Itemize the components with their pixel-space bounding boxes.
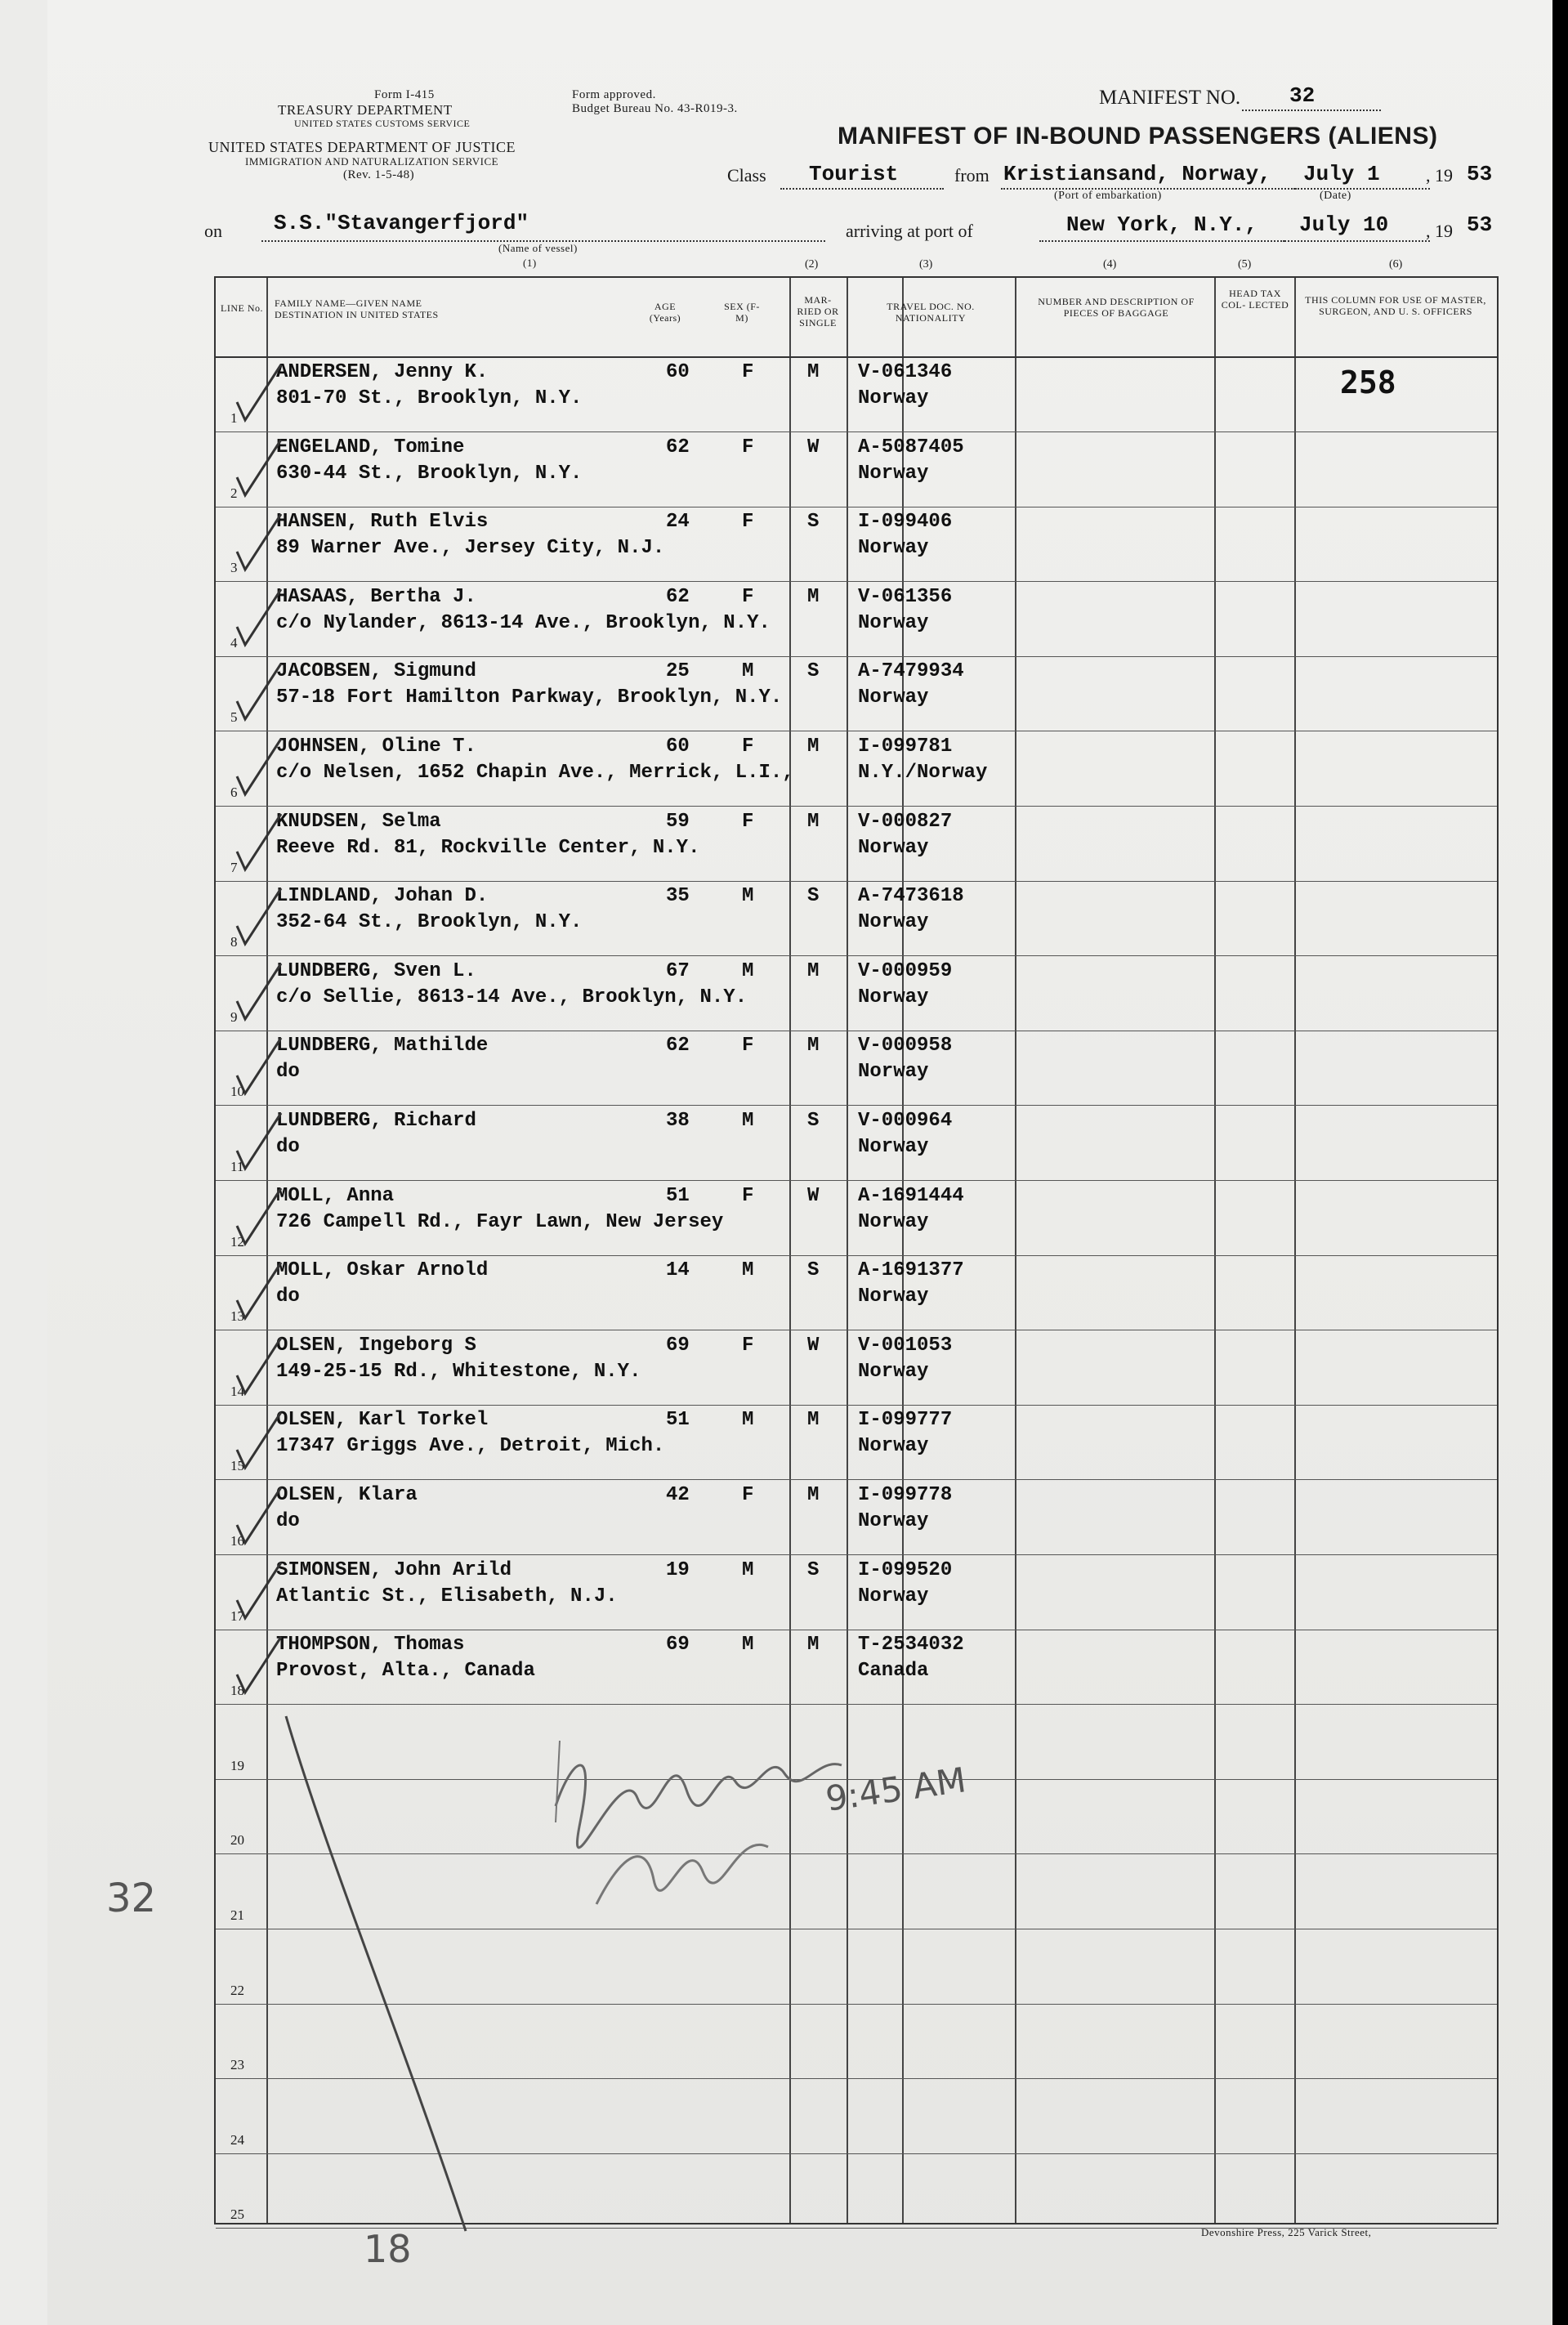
col-head-line-no: LINE No.: [221, 302, 263, 314]
printer-credit: Devonshire Press, 225 Varick Street,: [1201, 2226, 1372, 2238]
passenger-destination: do: [276, 1285, 300, 1308]
passenger-nationality: Norway: [858, 463, 929, 485]
check-mark-icon: [230, 1409, 288, 1474]
passenger-nationality: Norway: [858, 1136, 929, 1158]
passenger-age: 67: [666, 960, 690, 982]
passenger-age: 51: [666, 1409, 690, 1431]
passenger-sex: M: [742, 1110, 754, 1132]
table-row: [0, 879, 1568, 954]
official-note: 258: [1340, 364, 1396, 400]
passenger-name: OLSEN, Ingeborg S: [276, 1335, 476, 1357]
col-head-official: THIS COLUMN FOR USE OF MASTER, SURGEON, AND U. S. OFFICERS: [1305, 294, 1486, 317]
passenger-destination: c/o Nelsen, 1652 Chapin Ave., Merrick, L.I.,: [276, 762, 794, 784]
check-mark-icon: [230, 361, 288, 427]
time-handwriting: 9:45 AM: [823, 1759, 969, 1819]
row-line-number: 5: [230, 709, 238, 725]
table-row: [0, 954, 1568, 1029]
passenger-age: 62: [666, 1035, 690, 1057]
check-mark-icon: [230, 1335, 288, 1400]
row-line-number: 16: [230, 1533, 244, 1549]
passenger-destination: 17347 Griggs Ave., Detroit, Mich.: [276, 1435, 665, 1457]
passenger-marital-status: S: [807, 660, 820, 682]
table-row: [0, 1927, 1568, 2002]
passenger-name: ENGELAND, Tomine: [276, 436, 465, 458]
passenger-destination: 149-25-15 Rd., Whitestone, N.Y.: [276, 1361, 641, 1383]
passenger-age: 69: [666, 1335, 690, 1357]
passenger-destination: c/o Nylander, 8613-14 Ave., Brooklyn, N.Y.: [276, 612, 771, 634]
passenger-travel-doc: V-000827: [858, 811, 953, 833]
check-mark-icon: [230, 586, 288, 651]
vessel-name: S.S."Stavangerfjord": [274, 211, 529, 235]
row-line-number: 7: [230, 860, 238, 875]
form-revision: (Rev. 1-5-48): [343, 168, 415, 181]
passenger-travel-doc: T-2534032: [858, 1634, 964, 1656]
check-mark-icon: [230, 1185, 288, 1250]
margin-handwriting: 32: [106, 1876, 157, 1921]
passenger-name: LUNDBERG, Sven L.: [276, 960, 476, 982]
row-line-number: 11: [230, 1159, 244, 1174]
check-mark-icon: [230, 660, 288, 726]
year-prefix: , 19: [1426, 165, 1453, 186]
passenger-sex: F: [742, 361, 754, 383]
passenger-name: SIMONSEN, John Arild: [276, 1559, 512, 1581]
from-label: from: [954, 165, 989, 186]
arrival-port: New York, N.Y.,: [1066, 212, 1258, 237]
col-head-age: AGE (Years): [649, 301, 681, 324]
passenger-age: 69: [666, 1634, 690, 1656]
passenger-sex: M: [742, 1409, 754, 1431]
table-row: [0, 804, 1568, 879]
col-head-travel: TRAVEL DOC. NO. NATIONALITY: [887, 301, 975, 324]
passenger-travel-doc: I-099781: [858, 736, 953, 758]
col-num-4: (4): [1103, 258, 1117, 271]
passenger-destination: 352-64 St., Brooklyn, N.Y.: [276, 911, 583, 933]
passenger-age: 62: [666, 436, 690, 458]
row-line-number: 2: [230, 485, 238, 501]
passenger-name: LUNDBERG, Richard: [276, 1110, 476, 1132]
date-caption: (Date): [1320, 190, 1351, 202]
passenger-nationality: Norway: [858, 1211, 929, 1233]
col-head-head-tax: HEAD TAX COL- LECTED: [1221, 288, 1289, 311]
passenger-name: JOHNSEN, Oline T.: [276, 736, 476, 758]
passenger-travel-doc: A-5087405: [858, 436, 964, 458]
passenger-travel-doc: A-7479934: [858, 660, 964, 682]
row-line-number: 12: [230, 1234, 244, 1250]
check-mark-icon: [230, 436, 288, 502]
check-mark-icon: [230, 1484, 288, 1549]
passenger-destination: Provost, Alta., Canada: [276, 1660, 535, 1682]
col-head-name: FAMILY NAME—GIVEN NAME DESTINATION IN UNITED STATES: [275, 297, 439, 320]
table-row: [0, 2151, 1568, 2226]
row-line-number: 24: [230, 2132, 244, 2148]
row-line-number: 21: [230, 1907, 244, 1923]
manifest-number-label: MANIFEST NO.: [1099, 87, 1241, 109]
passenger-marital-status: S: [807, 1259, 820, 1281]
col-num-5: (5): [1238, 258, 1252, 271]
col-head-married: MAR- RIED OR SINGLE: [797, 294, 839, 329]
passenger-marital-status: M: [807, 736, 820, 758]
budget-bureau: Budget Bureau No. 43-R019-3.: [572, 102, 738, 115]
passenger-name: LINDLAND, Johan D.: [276, 885, 489, 907]
passenger-marital-status: M: [807, 361, 820, 383]
row-line-number: 20: [230, 1832, 244, 1848]
passenger-sex: F: [742, 1484, 754, 1506]
passenger-sex: M: [742, 885, 754, 907]
passenger-destination: 726 Campell Rd., Fayr Lawn, New Jersey: [276, 1211, 724, 1233]
row-line-number: 1: [230, 410, 238, 426]
passenger-marital-status: M: [807, 586, 820, 608]
passenger-age: 42: [666, 1484, 690, 1506]
diagonal-stroke: [278, 1708, 482, 2239]
passenger-age: 62: [666, 586, 690, 608]
passenger-sex: F: [742, 511, 754, 533]
passenger-marital-status: M: [807, 1409, 820, 1431]
passenger-destination: 630-44 St., Brooklyn, N.Y.: [276, 463, 583, 485]
passenger-sex: F: [742, 1035, 754, 1057]
check-mark-icon: [230, 1035, 288, 1100]
passenger-sex: M: [742, 1259, 754, 1281]
row-line-number: 6: [230, 785, 238, 800]
check-mark-icon: [230, 736, 288, 801]
passenger-age: 24: [666, 511, 690, 533]
check-mark-icon: [230, 1634, 288, 1699]
row-line-number: 9: [230, 1009, 238, 1025]
passenger-marital-status: M: [807, 1484, 820, 1506]
passenger-name: HASAAS, Bertha J.: [276, 586, 476, 608]
arrival-year: 53: [1467, 212, 1493, 237]
row-line-number: 3: [230, 560, 238, 575]
on-label: on: [204, 221, 222, 241]
check-mark-icon: [230, 1559, 288, 1625]
passenger-travel-doc: I-099777: [858, 1409, 953, 1431]
passenger-nationality: Norway: [858, 1285, 929, 1308]
table-row: [0, 1402, 1568, 1478]
passenger-sex: M: [742, 660, 754, 682]
passenger-nationality: Norway: [858, 686, 929, 709]
passenger-age: 59: [666, 811, 690, 833]
passenger-marital-status: S: [807, 1559, 820, 1581]
passenger-sex: F: [742, 586, 754, 608]
passenger-name: JACOBSEN, Sigmund: [276, 660, 476, 682]
customs-service: UNITED STATES CUSTOMS SERVICE: [294, 118, 471, 129]
passenger-sex: F: [742, 436, 754, 458]
table-row: [0, 1028, 1568, 1103]
passenger-nationality: Norway: [858, 911, 929, 933]
row-line-number: 22: [230, 1983, 244, 1998]
passenger-sex: M: [742, 960, 754, 982]
passenger-age: 60: [666, 736, 690, 758]
vessel-col-number: (1): [523, 257, 537, 269]
passenger-destination: Atlantic St., Elisabeth, N.J.: [276, 1585, 618, 1607]
table-row: [0, 504, 1568, 579]
passenger-age: 51: [666, 1185, 690, 1207]
passenger-name: THOMPSON, Thomas: [276, 1634, 465, 1656]
table-row: [0, 1627, 1568, 1702]
passenger-nationality: Norway: [858, 986, 929, 1008]
passenger-name: MOLL, Oskar Arnold: [276, 1259, 489, 1281]
passenger-nationality: Norway: [858, 612, 929, 634]
passenger-marital-status: S: [807, 885, 820, 907]
table-row: [0, 355, 1568, 430]
passenger-nationality: Norway: [858, 1585, 929, 1607]
manifest-title: MANIFEST OF IN-BOUND PASSENGERS (ALIENS): [838, 123, 1438, 150]
signature-scrawl: [523, 1708, 874, 1920]
passenger-age: 38: [666, 1110, 690, 1132]
passenger-sex: M: [742, 1634, 754, 1656]
passenger-age: 19: [666, 1559, 690, 1581]
passenger-sex: F: [742, 736, 754, 758]
passenger-age: 35: [666, 885, 690, 907]
class-label: Class: [727, 165, 766, 186]
passenger-name: ANDERSEN, Jenny K.: [276, 361, 489, 383]
passenger-marital-status: M: [807, 1634, 820, 1656]
form-number: Form I-415: [374, 88, 435, 101]
check-mark-icon: [230, 1110, 288, 1175]
row-line-number: 17: [230, 1608, 244, 1624]
col-num-2: (2): [805, 258, 819, 271]
passenger-destination: 57-18 Fort Hamilton Parkway, Brooklyn, N.Y.: [276, 686, 783, 709]
passenger-nationality: Canada: [858, 1660, 929, 1682]
form-approved: Form approved.: [572, 88, 656, 101]
check-mark-icon: [230, 811, 288, 876]
check-mark-icon: [230, 511, 288, 576]
passenger-destination: do: [276, 1136, 300, 1158]
passenger-travel-doc: V-001053: [858, 1335, 953, 1357]
passenger-marital-status: W: [807, 436, 820, 458]
row-line-number: 4: [230, 635, 238, 651]
port-caption: (Port of embarkation): [1054, 190, 1162, 202]
col-num-3: (3): [919, 258, 933, 271]
passenger-name: KNUDSEN, Selma: [276, 811, 441, 833]
table-row: [0, 1178, 1568, 1254]
row-line-number: 23: [230, 2057, 244, 2072]
passenger-nationality: Norway: [858, 1510, 929, 1532]
passenger-age: 14: [666, 1259, 690, 1281]
passenger-destination: 89 Warner Ave., Jersey City, N.J.: [276, 537, 665, 559]
passenger-name: MOLL, Anna: [276, 1185, 395, 1207]
passenger-marital-status: S: [807, 1110, 820, 1132]
departure-date: July 1: [1303, 162, 1380, 186]
justice-dept: UNITED STATES DEPARTMENT OF JUSTICE: [208, 139, 516, 155]
manifest-number: 32: [1289, 83, 1316, 108]
year-prefix-2: , 19: [1426, 221, 1453, 241]
passenger-marital-status: W: [807, 1185, 820, 1207]
check-mark-icon: [230, 885, 288, 950]
row-line-number: 13: [230, 1308, 244, 1324]
row-line-number: 14: [230, 1384, 244, 1399]
table-row: [0, 1103, 1568, 1178]
passenger-marital-status: M: [807, 1035, 820, 1057]
passenger-travel-doc: I-099778: [858, 1484, 953, 1506]
arrival-date: July 10: [1299, 212, 1389, 237]
table-row: [0, 2077, 1568, 2152]
table-row: [0, 579, 1568, 655]
table-row: [0, 1553, 1568, 1628]
passenger-travel-doc: V-000958: [858, 1035, 953, 1057]
row-line-number: 19: [230, 1758, 244, 1773]
passenger-sex: M: [742, 1559, 754, 1581]
row-line-number: 18: [230, 1683, 244, 1698]
passenger-name: LUNDBERG, Mathilde: [276, 1035, 489, 1057]
arriving-label: arriving at port of: [846, 221, 973, 241]
treasury-dept: TREASURY DEPARTMENT: [278, 102, 453, 118]
check-mark-icon: [230, 1259, 288, 1325]
vessel-caption: (Name of vessel): [498, 242, 578, 254]
passenger-sex: F: [742, 811, 754, 833]
table-row: [0, 654, 1568, 729]
departure-year: 53: [1467, 162, 1493, 186]
passenger-destination: do: [276, 1510, 300, 1532]
passenger-destination: 801-70 St., Brooklyn, N.Y.: [276, 387, 583, 409]
passenger-age: 60: [666, 361, 690, 383]
table-row: [0, 1328, 1568, 1403]
passenger-travel-doc: A-7473618: [858, 885, 964, 907]
col-head-baggage: NUMBER AND DESCRIPTION OF PIECES OF BAGGAGE: [1038, 296, 1195, 319]
passenger-travel-doc: A-1691444: [858, 1185, 964, 1207]
passenger-travel-doc: V-000959: [858, 960, 953, 982]
table-row: [0, 2001, 1568, 2077]
passenger-marital-status: M: [807, 811, 820, 833]
passenger-destination: do: [276, 1061, 300, 1083]
passenger-nationality: Norway: [858, 1435, 929, 1457]
passenger-nationality: Norway: [858, 837, 929, 859]
table-row: [0, 430, 1568, 505]
passenger-destination: c/o Sellie, 8613-14 Ave., Brooklyn, N.Y.: [276, 986, 748, 1008]
passenger-marital-status: M: [807, 960, 820, 982]
bottom-handwriting: 18: [364, 2227, 412, 2271]
passenger-nationality: Norway: [858, 1061, 929, 1083]
passenger-travel-doc: V-061346: [858, 361, 953, 383]
passenger-travel-doc: I-099406: [858, 511, 953, 533]
passenger-destination: Reeve Rd. 81, Rockville Center, N.Y.: [276, 837, 700, 859]
col-num-6: (6): [1389, 258, 1403, 271]
passenger-nationality: Norway: [858, 537, 929, 559]
row-line-number: 25: [230, 2207, 244, 2222]
passenger-travel-doc: A-1691377: [858, 1259, 964, 1281]
passenger-sex: F: [742, 1335, 754, 1357]
passenger-travel-doc: I-099520: [858, 1559, 953, 1581]
passenger-nationality: N.Y./Norway: [858, 762, 988, 784]
col-head-sex: SEX (F-M): [724, 301, 760, 324]
row-line-number: 15: [230, 1458, 244, 1473]
passenger-marital-status: W: [807, 1335, 820, 1357]
check-mark-icon: [230, 960, 288, 1026]
passenger-name: HANSEN, Ruth Elvis: [276, 511, 489, 533]
passenger-nationality: Norway: [858, 1361, 929, 1383]
passenger-name: OLSEN, Karl Torkel: [276, 1409, 489, 1431]
table-row: [0, 1478, 1568, 1553]
passenger-sex: F: [742, 1185, 754, 1207]
passenger-travel-doc: V-000964: [858, 1110, 953, 1132]
class-value: Tourist: [809, 162, 899, 186]
row-line-number: 10: [230, 1084, 244, 1099]
table-row: [0, 1253, 1568, 1328]
embarkation-port: Kristiansand, Norway,: [1003, 162, 1271, 186]
ins-service: IMMIGRATION AND NATURALIZATION SERVICE: [245, 155, 499, 168]
passenger-travel-doc: V-061356: [858, 586, 953, 608]
passenger-nationality: Norway: [858, 387, 929, 409]
row-line-number: 8: [230, 934, 238, 950]
table-row: [0, 729, 1568, 804]
passenger-name: OLSEN, Klara: [276, 1484, 418, 1506]
passenger-age: 25: [666, 660, 690, 682]
passenger-marital-status: S: [807, 511, 820, 533]
